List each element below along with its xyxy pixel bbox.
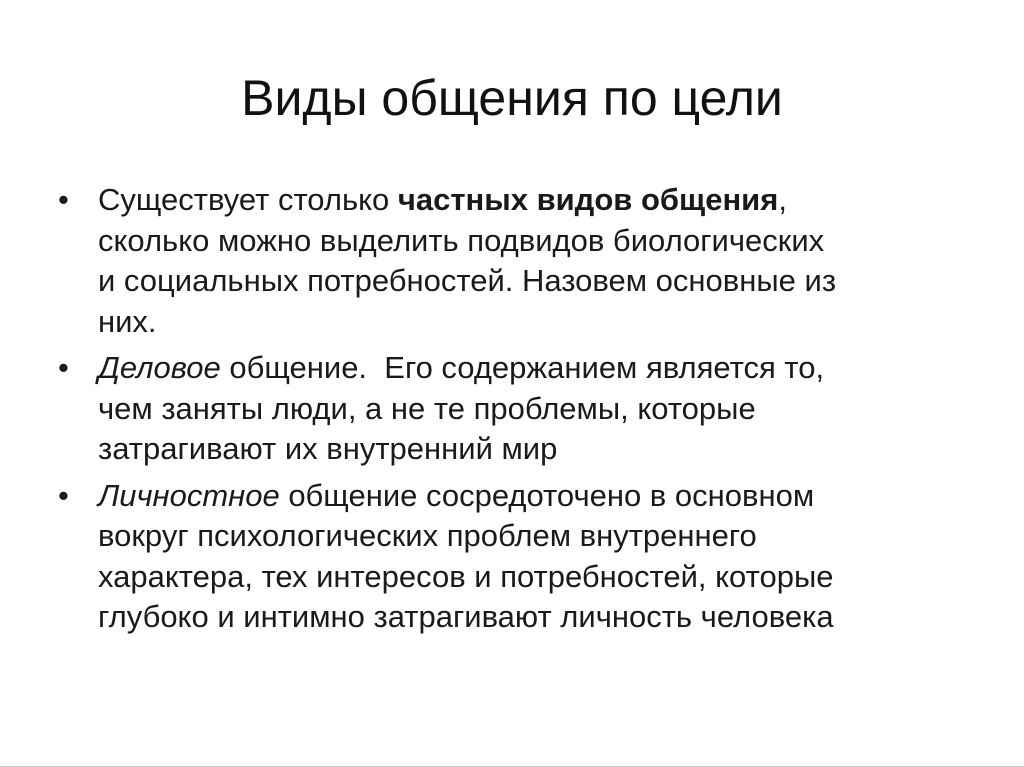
bullet-text: ,: [778, 182, 787, 217]
bullet-line: затрагивают их внутренний мир: [98, 431, 558, 466]
bullet-marker: •: [58, 477, 69, 513]
bullet-text: общение. Его содержанием является то,: [220, 350, 825, 385]
bullet-line: [98, 180, 958, 221]
bullet-line: и социальных потребностей. Назовем основные из: [98, 263, 837, 298]
bullet-bold-text: частных видов общения: [397, 182, 779, 217]
bullet-line: них.: [98, 303, 157, 339]
bullet-line: [98, 348, 958, 389]
bullet-line: сколько можно выделить подвидов биологических: [98, 222, 825, 258]
bullet-item-business: [58, 348, 958, 470]
bullet-line: чем заняты люди, а не те проблемы, которые: [98, 390, 756, 426]
bullet-line: вокруг психологических проблем внутреннего: [98, 518, 757, 553]
bullet-item-personal: [58, 476, 958, 638]
bullet-text: общение сосредоточено в основном: [279, 477, 815, 513]
slide-title: Виды общения по цели: [241, 70, 783, 126]
bullet-italic-text: Деловое: [98, 350, 221, 385]
bullet-item-private-types: [58, 180, 958, 342]
bullet-line: [98, 476, 958, 517]
bullet-line: глубоко и интимно затрагивают личность человека: [98, 599, 834, 634]
bullet-text: Существует столько: [98, 182, 398, 217]
bullet-line: характера, тех интересов и потребностей, которые: [98, 558, 834, 594]
bullet-italic-text: Личностное: [98, 477, 280, 513]
bullet-marker: •: [58, 350, 69, 385]
bullet-list: [58, 180, 958, 644]
bullet-marker: •: [58, 182, 69, 217]
